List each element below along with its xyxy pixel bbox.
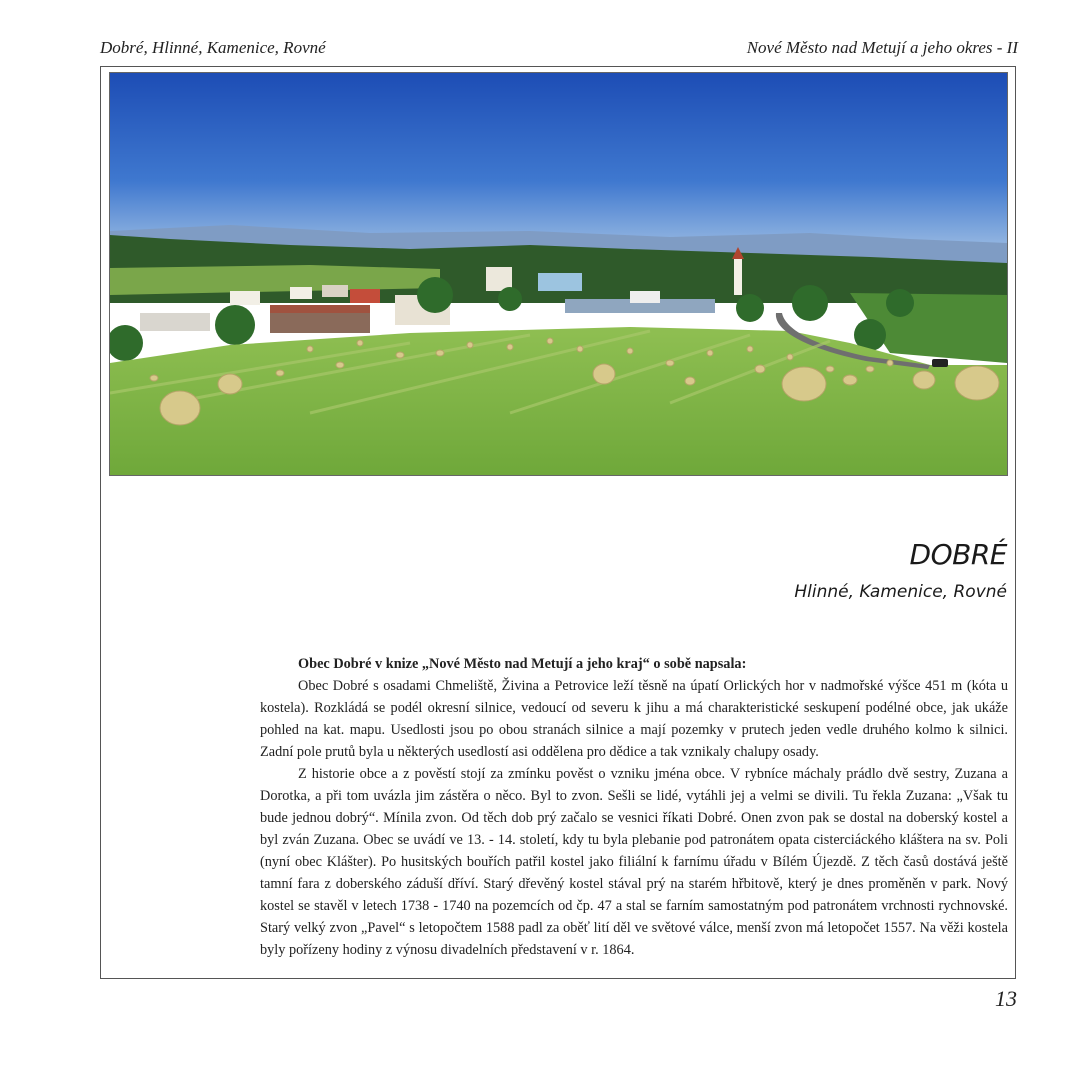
page-number: 13: [995, 986, 1017, 1011]
church-tower: [734, 259, 742, 295]
lead-paragraph: Obec Dobré v knize „Nové Město nad Metují a jeho kraj“ o sobě napsala:: [298, 656, 747, 672]
landscape-photo: [109, 72, 1008, 476]
header-right: Nové Město nad Metují a jeho okres - II: [746, 38, 1018, 57]
page-title: DOBRÉ: [909, 538, 1007, 571]
page-subtitle: Hlinné, Kamenice, Rovné: [794, 582, 1007, 602]
meadow: [110, 327, 1007, 475]
header-left: Dobré, Hlinné, Kamenice, Rovné: [100, 38, 326, 57]
article-body: [260, 653, 1008, 961]
running-header: [100, 38, 1018, 62]
paragraph-1: Obec Dobré s osadami Chmeliště, Živina a Petrovice leží těsně na úpatí Orlických hor v nadmořské výšce 451 m (kóta u kostela). Rozkládá se podél okresní silnice, vedoucí od severu k jihu a má charakteristické seskupení podélné obce, jak ukáže pohled na kat. mapu. Usedlosti jsou po obou stranách silnice a mají pozemky v prutech jeden vedle druhého kolmo k silnici. Zadní pole prutů byla u některých usedlostí asi oddělena pro dědice a tak vznikaly chalupy osady.: [260, 678, 1008, 760]
paragraph-2: Z historie obce a z pověstí stojí za zmínku pověst o vzniku jména obce. V rybníce máchaly prádlo dvě sestry, Zuzana a Dorotka, a při tom uvázla jim zástěra o něco. Byl to zvon. Sešli se lidé, vytáhli jej a velmi se divili. Tu řekla Zuzana: „Však tu bude jednou dobrý“. Mínila zvon. Od těch dob prý začalo se vesnici říkati Dobré. Onen zvon pak se dostal na doberský kostel a byl zván Zuzana. Obec se uvádí ve 13. - 14. století, kdy tu byla plebanie pod patronátem opata cisterciáckého kláštera na sv. Poli (nyní obec Klášter). Po husitských bouřích patřil kostel jako filiální k farnímu úřadu v Bílém Újezdě. Z těch časů dostává ještě tamní fara z doberského záduší dříví. Starý dřevěný kostel stával prý na starém hřbitově, který je dnes proměněn v park. Nový kostel se stavěl v letech 1738 - 1740 na pozemcích od čp. 47 a stal se farním samostatným pod patronátem vrchnosti rychnovské. Starý velký zvon „Pavel“ s letopočtem 1588 padl za oběť lití děl ve světové válce, menší zvon má letopočet 1557. Na věži kostela byly pořízeny hodiny z výnosu divadelních představení v r. 1864.: [260, 766, 1008, 958]
car: [932, 359, 948, 367]
